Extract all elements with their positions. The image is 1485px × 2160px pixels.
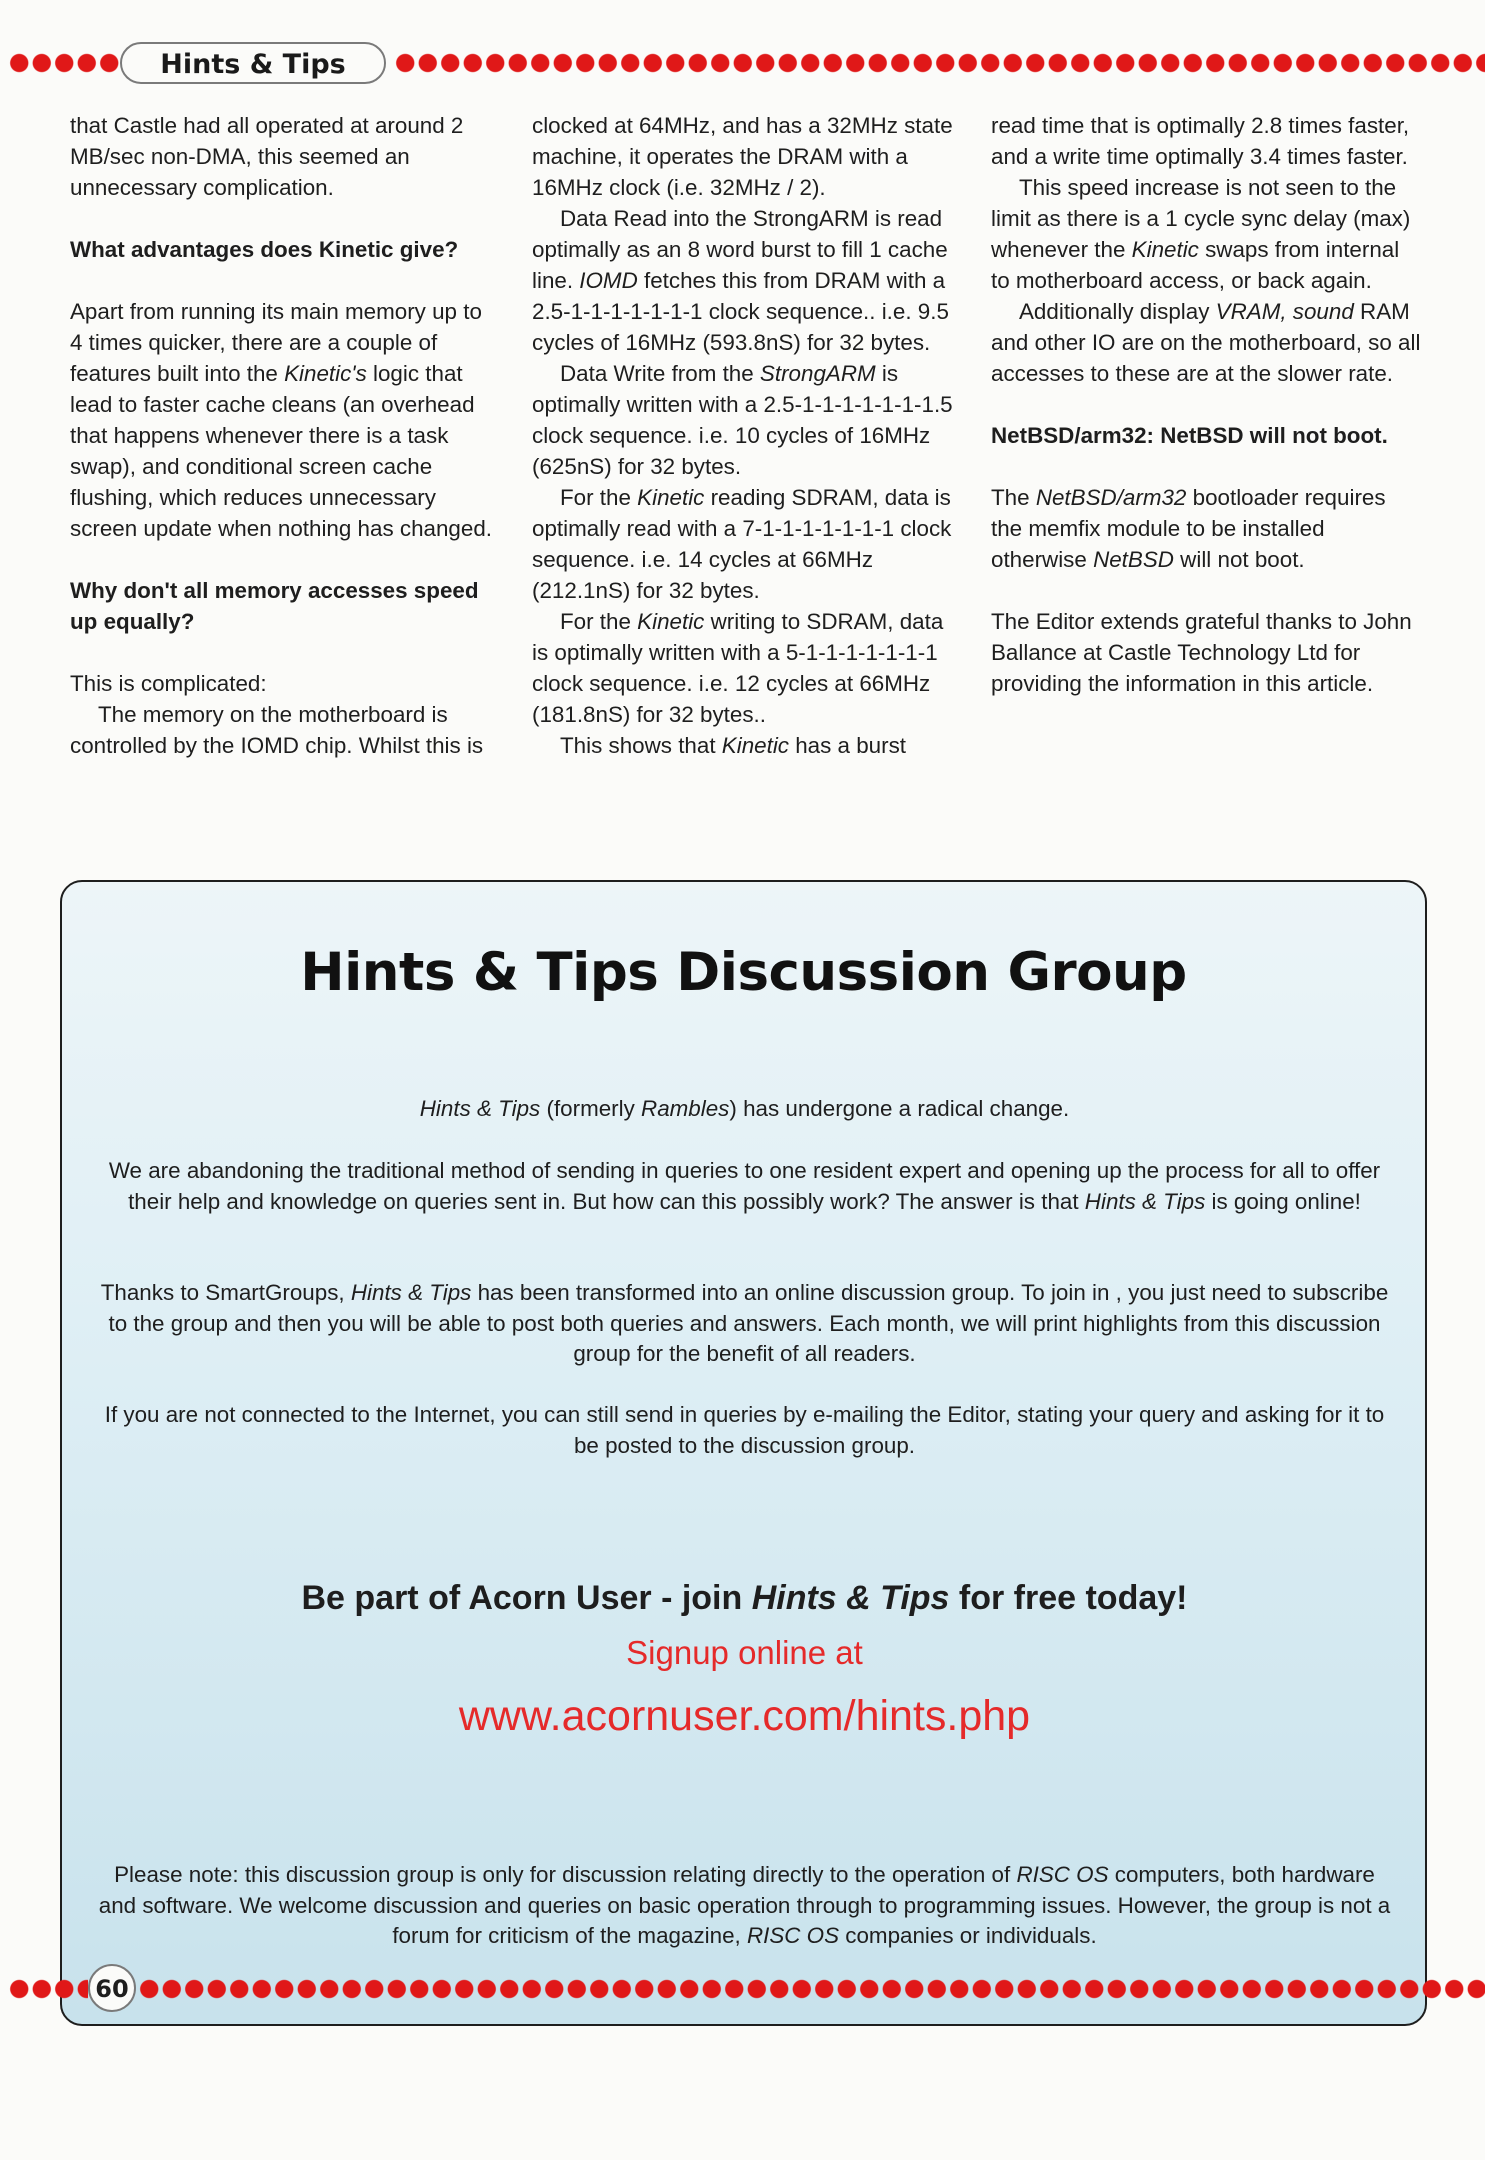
paragraph: Apart from running its main memory up to 4 times quicker, there are a couple of features built into the Kinetic's logic that lead to faster cache cleans (an overhead that happens whenever there is a task swap), and conditional screen cache flushing, which reduces unnecessary screen update when nothing has changed. — [70, 299, 493, 541]
article-column-3 — [991, 110, 1421, 699]
paragraph: Data Read into the StrongARM is read optimally as an 8 word burst to fill 1 cache line. IOMD fetches this from DRAM with a 2.5-1-1-1-1-1-1-1 clock sequence.. i.e. 9.5 cycles of 16MHz (593.8nS) for 32 bytes. — [532, 206, 949, 355]
article-column-2 — [532, 110, 960, 761]
box-paragraph: We are abandoning the traditional method of sending in queries to one resident expert and opening up the process for all to offer their help and knowledge on queries sent in. But how can this possibly work? The answer is that Hints & Tips is going online! — [108, 1158, 1381, 1214]
paragraph: This speed increase is not seen to the limit as there is a 1 cycle sync delay (max) whenever the Kinetic swaps from internal to motherboard access, or back again. — [991, 175, 1411, 293]
paragraph: The NetBSD/arm32 bootloader requires the memfix module to be installed otherwise NetBSD will not boot. — [991, 485, 1386, 572]
paragraph: that Castle had all operated at around 2 MB/sec non-DMA, this seemed an unnecessary complication. — [70, 113, 464, 200]
paragraph: The memory on the motherboard is controlled by the IOMD chip. Whilst this is — [70, 702, 484, 758]
discussion-group-box — [60, 880, 1427, 2026]
page-number: 60 — [88, 1964, 136, 2012]
box-intro: Hints & Tips (formerly Rambles) has undergone a radical change. — [419, 1096, 1070, 1121]
call-to-action: Be part of Acorn User - join Hints & Tips for free today! — [301, 1579, 1188, 1617]
paragraph: For the Kinetic writing to SDRAM, data is optimally written with a 5-1-1-1-1-1-1-1 clock sequence. i.e. 12 cycles at 66MHz (181.8nS) for 32 bytes.. — [532, 609, 944, 727]
signup-url-link[interactable]: www.acornuser.com/hints.php — [458, 1692, 1031, 1740]
footer-dot-rule-left — [8, 1979, 88, 1999]
box-note: Please note: this discussion group is only for discussion relating directly to the operation of RISC OS computers, both hardware and software. We welcome discussion and queries on basic operation through to programming issues. However, the group is not a forum for criticism of the magazine, RISC OS companies or individuals. — [98, 1862, 1391, 1948]
subheading: NetBSD/arm32: NetBSD will not boot. — [991, 423, 1388, 448]
header-dot-rule-right — [394, 53, 1485, 73]
paragraph: This is complicated: — [70, 671, 267, 696]
footer-dot-rule-right — [138, 1979, 1485, 1999]
paragraph: Additionally display VRAM, sound RAM and other IO are on the motherboard, so all accesses to these are at the slower rate. — [991, 299, 1421, 386]
article-column-1 — [70, 110, 498, 761]
box-paragraph: Thanks to SmartGroups, Hints & Tips has been transformed into an online discussion group. To join in , you just need to subscribe to the group and then you will be able to post both queries and answers. Each month, we will print highlights from this discussion group for the benefit of all readers. — [100, 1280, 1389, 1366]
paragraph: read time that is optimally 2.8 times faster, and a write time optimally 3.4 times faster. — [991, 113, 1410, 169]
paragraph: For the Kinetic reading SDRAM, data is optimally read with a 7-1-1-1-1-1-1-1 clock sequence. i.e. 14 cycles at 66MHz (212.1nS) for 32 bytes. — [532, 485, 952, 603]
header-dot-rule-left — [8, 53, 120, 73]
subheading: Why don't all memory accesses speed up equally? — [70, 578, 479, 634]
box-title: Hints & Tips Discussion Group — [300, 942, 1187, 1003]
paragraph: This shows that Kinetic has a burst — [560, 733, 906, 758]
subheading: What advantages does Kinetic give? — [70, 237, 459, 262]
section-tab: Hints & Tips — [120, 42, 386, 84]
paragraph: The Editor extends grateful thanks to John Ballance at Castle Technology Ltd for providing the information in this article. — [991, 609, 1412, 696]
paragraph: clocked at 64MHz, and has a 32MHz state machine, it operates the DRAM with a 16MHz clock (i.e. 32MHz / 2). — [532, 113, 953, 200]
box-paragraph: If you are not connected to the Internet, you can still send in queries by e-mailing the Editor, stating your query and asking for it to be posted to the discussion group. — [104, 1402, 1385, 1458]
signup-label: Signup online at — [626, 1634, 863, 1671]
paragraph: Data Write from the StrongARM is optimally written with a 2.5-1-1-1-1-1-1-1.5 clock sequence. i.e. 10 cycles of 16MHz (625nS) for 32 bytes. — [532, 361, 953, 479]
